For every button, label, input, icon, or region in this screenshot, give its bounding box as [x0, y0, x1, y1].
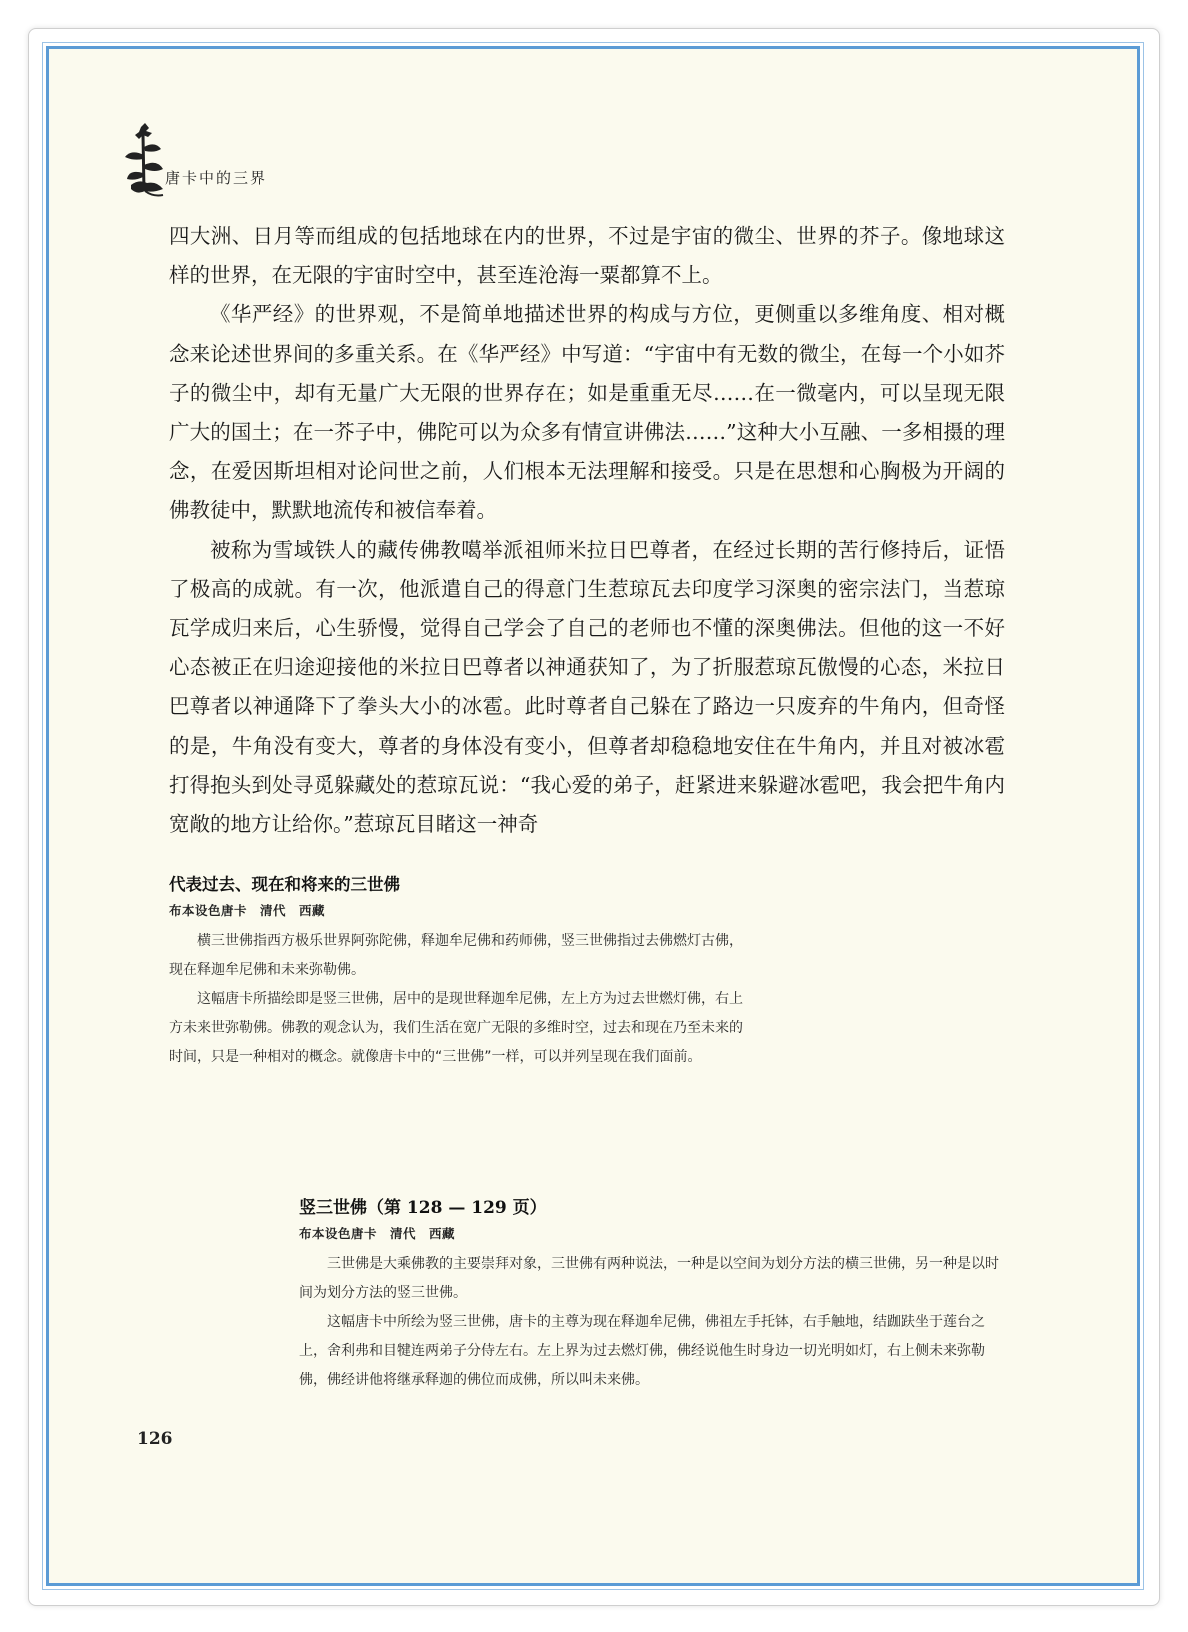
- caption-paragraph: 这幅唐卡中所绘为竖三世佛，唐卡的主尊为现在释迦牟尼佛，佛祖左手托钵，右手触地，结跏趺坐于莲台之上，舍利弗和目犍连两弟子分侍左右。左上界为过去燃灯佛，佛经说他生时身边一切光明如灯，右上侧未来弥勒佛，佛经讲他将继承释迦的佛位而成佛，所以叫未来佛。: [299, 1314, 985, 1388]
- caption-title: 代表过去、现在和将来的三世佛: [169, 875, 400, 894]
- body-paragraph: 四大洲、日月等而组成的包括地球在内的世界，不过是宇宙的微尘、世界的芥子。像地球这样的世界，在无限的宇宙时空中，甚至连沧海一粟都算不上。: [169, 224, 1005, 288]
- running-header: [119, 119, 419, 199]
- caption-paragraph: 这幅唐卡所描绘即是竖三世佛，居中的是现世释迦牟尼佛，左上方为过去世燃灯佛，右上方未来世弥勒佛。佛教的观念认为，我们生活在宽广无限的多维时空，过去和现在乃至未来的时间，只是一种相对的概念。就像唐卡中的“三世佛”一样，可以并列呈现在我们面前。: [169, 991, 743, 1065]
- figure-caption-1: [169, 871, 749, 1072]
- caption-paragraph: 三世佛是大乘佛教的主要崇拜对象，三世佛有两种说法，一种是以空间为划分方法的横三世佛，另一种是以时间为划分方法的竖三世佛。: [299, 1256, 999, 1301]
- running-header-title: 唐卡中的三界: [165, 169, 268, 187]
- caption-title: 竖三世佛（第 128 — 129 页）: [299, 1198, 547, 1218]
- main-body-text: [169, 217, 1005, 844]
- caption-subtitle: 布本设色唐卡 清代 西藏: [299, 1226, 456, 1241]
- caption-paragraph: 横三世佛指西方极乐世界阿弥陀佛，释迦牟尼佛和药师佛，竖三世佛指过去佛燃灯古佛，现在释迦牟尼佛和未来弥勒佛。: [169, 933, 743, 978]
- body-paragraph: 被称为雪域铁人的藏传佛教噶举派祖师米拉日巴尊者，在经过长期的苦行修持后，证悟了极高的成就。有一次，他派遣自己的得意门生惹琼瓦去印度学习深奥的密宗法门，当惹琼瓦学成归来后，心生骄慢，觉得自己学会了自己的老师也不懂的深奥佛法。但他的这一不好心态被正在归途迎接他的米拉日巴尊者以神通获知了，为了折服惹琼瓦傲慢的心态，米拉日巴尊者以神通降下了拳头大小的冰雹。此时尊者自己躲在了路边一只废弃的牛角内，但奇怪的是，牛角没有变大，尊者的身体没有变小，但尊者却稳稳地安住在牛角内，并且对被冰雹打得抱头到处寻觅躲藏处的惹琼瓦说：“我心爱的弟子，赶紧进来躲避冰雹吧，我会把牛角内宽敞的地方让给你。”惹琼瓦目睹这一神奇: [169, 537, 1005, 837]
- body-paragraph: 《华严经》的世界观，不是简单地描述世界的构成与方位，更侧重以多维角度、相对概念来论述世界间的多重关系。在《华严经》中写道：“宇宙中有无数的微尘，在每一个小如芥子的微尘中，却有无量广大无限的世界存在；如是重重无尽……在一微毫内，可以呈现无限广大的国土；在一芥子中，佛陀可以为众多有情宣讲佛法……”这种大小互融、一多相摄的理念，在爱因斯坦相对论问世之前，人们根本无法理解和接受。只是在思想和心胸极为开阔的佛教徒中，默默地流传和被信奉着。: [169, 302, 1005, 523]
- figure-caption-2: [299, 1193, 999, 1395]
- book-page: [46, 46, 1140, 1586]
- decorative-plant-icon: [119, 119, 169, 199]
- caption-subtitle: 布本设色唐卡 清代 西藏: [169, 903, 326, 918]
- page-number: 126: [137, 1429, 173, 1449]
